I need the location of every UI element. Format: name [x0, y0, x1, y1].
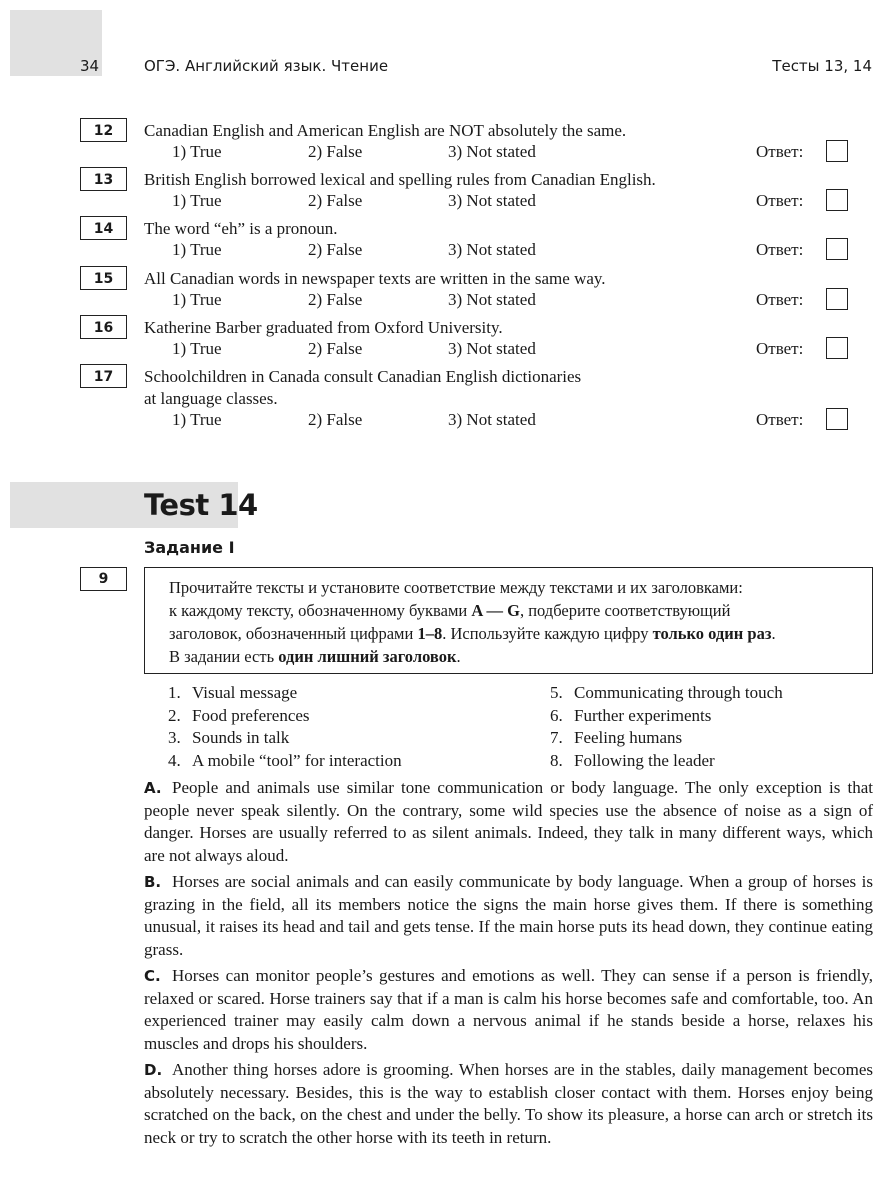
section-title: Тесты 13, 14	[772, 57, 872, 75]
option-not-stated: 3) Not stated	[448, 290, 536, 309]
page-number: 34	[80, 57, 100, 75]
instructions-line-4	[169, 645, 862, 668]
text-body: Horses can monitor people’s gestures and emotions as well. They can sense if a person is friendly, relaxed or scared. Horse trainers say that if a man is calm his horse becomes safe and comfortable, too. An experienced trainer may easily calm down a nervous animal if he stands beside a horse, relaxes his muscles and drops his shoulders.	[144, 966, 873, 1054]
question-text-line1: Schoolchildren in Canada consult Canadian English dictionaries	[144, 367, 582, 386]
heading-text: Following the leader	[574, 750, 715, 770]
instructions-bold: A — G	[471, 601, 520, 620]
text-a	[144, 777, 873, 868]
heading-item	[168, 705, 402, 728]
instructions-text: заголовок, обозначенный цифрами	[169, 624, 418, 643]
instructions-line-1: Прочитайте тексты и установите соответствие между текстами и их заголовками:	[169, 578, 743, 597]
task-number: 9	[80, 567, 127, 591]
answer-box[interactable]	[826, 408, 848, 430]
heading-item	[550, 705, 783, 728]
answer-label: Ответ:	[756, 410, 804, 429]
question-number: 12	[80, 118, 127, 142]
text-label: D.	[144, 1061, 163, 1079]
book-title: ОГЭ. Английский язык. Чтение	[144, 57, 389, 75]
answer-label: Ответ:	[756, 339, 804, 358]
answer-label: Ответ:	[756, 290, 804, 309]
heading-item	[168, 682, 402, 705]
text-label: A.	[144, 779, 162, 797]
instructions-bold: только один раз	[652, 624, 772, 643]
headings-left	[168, 682, 402, 772]
option-not-stated: 3) Not stated	[448, 240, 536, 259]
text-body: People and animals use similar tone communication or body language. The only exception is that people never speak silently. On the contrary, some wild species use the absence of noise as a sign of danger. Horses are usually referred to as silent animals. Indeed, they talk in many different ways, which are not always aloud.	[144, 778, 873, 866]
option-false: 2) False	[308, 410, 363, 429]
answer-box[interactable]	[826, 140, 848, 162]
heading-text: A mobile “tool” for interaction	[192, 750, 402, 770]
option-not-stated: 3) Not stated	[448, 410, 536, 429]
heading-item	[550, 750, 783, 773]
option-true: 1) True	[172, 240, 222, 259]
heading-number: 3.	[168, 728, 181, 747]
text-label: B.	[144, 873, 162, 891]
question-number: 13	[80, 167, 127, 191]
question-text-line2: at language classes.	[144, 389, 278, 408]
test-title: Test 14	[144, 488, 258, 522]
text-c	[144, 965, 873, 1056]
instructions-text: .	[771, 624, 776, 643]
answer-box[interactable]	[826, 189, 848, 211]
text-d	[144, 1059, 873, 1150]
option-true: 1) True	[172, 191, 222, 210]
text-body: Another thing horses adore is grooming. When horses are in the stables, daily management becomes absolutely necessary. Besides, this is the way to establish closer contact with them. Horses enjoy being scratched on the back, on the chest and under the belly. To show its pleasure, a horse can arch or stretch its neck or try to scratch the other horse with its teeth in return.	[144, 1060, 873, 1148]
question-number: 15	[80, 266, 127, 290]
heading-item	[550, 727, 783, 750]
option-true: 1) True	[172, 410, 222, 429]
instructions-line-3	[169, 622, 862, 645]
option-not-stated: 3) Not stated	[448, 191, 536, 210]
heading-number: 6.	[550, 705, 563, 725]
instructions-bold: один лишний заголовок	[278, 647, 457, 666]
question-number: 17	[80, 364, 127, 388]
option-false: 2) False	[308, 191, 363, 210]
option-true: 1) True	[172, 290, 222, 309]
option-not-stated: 3) Not stated	[448, 339, 536, 358]
text-label: C.	[144, 967, 161, 985]
heading-number: 4.	[168, 750, 181, 770]
question-text: All Canadian words in newspaper texts are written in the same way.	[144, 269, 606, 288]
heading-text: Visual message	[192, 683, 298, 702]
heading-text: Further experiments	[574, 705, 712, 725]
instructions-line-2	[169, 599, 862, 622]
headings-right	[550, 682, 783, 772]
heading-number: 5.	[550, 683, 563, 702]
question-text: British English borrowed lexical and spelling rules from Canadian English.	[144, 170, 656, 189]
option-false: 2) False	[308, 240, 363, 259]
heading-number: 1.	[168, 683, 181, 702]
task-instructions	[144, 567, 873, 674]
heading-item	[168, 727, 402, 750]
instructions-bold: 1–8	[417, 624, 443, 643]
heading-text: Food preferences	[192, 705, 310, 725]
question-number: 14	[80, 216, 127, 240]
heading-number: 8.	[550, 750, 563, 770]
option-false: 2) False	[308, 142, 363, 161]
option-false: 2) False	[308, 290, 363, 309]
text-b	[144, 871, 873, 962]
heading-number: 2.	[168, 705, 181, 725]
instructions-text: .	[456, 647, 461, 666]
option-not-stated: 3) Not stated	[448, 142, 536, 161]
option-true: 1) True	[172, 142, 222, 161]
question-number: 16	[80, 315, 127, 339]
heading-number: 7.	[550, 728, 563, 747]
heading-item	[168, 750, 402, 773]
instructions-text: . Используйте каждую цифру	[442, 624, 653, 643]
heading-text: Feeling humans	[574, 728, 683, 747]
heading-text: Sounds in talk	[192, 728, 290, 747]
instructions-text: к каждому тексту, обозначенному буквами	[169, 601, 472, 620]
question-text: The word “eh” is a pronoun.	[144, 219, 338, 238]
instructions-text: В задании есть	[169, 647, 279, 666]
answer-box[interactable]	[826, 288, 848, 310]
question-text: Canadian English and American English are NOT absolutely the same.	[144, 121, 627, 140]
heading-item	[550, 682, 783, 705]
question-text: Katherine Barber graduated from Oxford University.	[144, 318, 503, 337]
instructions-text: , подберите соответствующий	[519, 601, 731, 620]
task-title: Задание I	[144, 538, 235, 557]
option-false: 2) False	[308, 339, 363, 358]
option-true: 1) True	[172, 339, 222, 358]
answer-label: Ответ:	[756, 240, 804, 259]
answer-box[interactable]	[826, 337, 848, 359]
text-body: Horses are social animals and can easily communicate by body language. When a group of horses is grazing in the field, all its members notice the signs the main horse gives them. If there is something unusual, it raises its head and tail and gets tense. If the main horse puts its head down, they continue eating grass.	[144, 872, 873, 960]
answer-label: Ответ:	[756, 142, 804, 161]
heading-text: Communicating through touch	[574, 683, 783, 702]
answer-label: Ответ:	[756, 191, 804, 210]
answer-box[interactable]	[826, 238, 848, 260]
